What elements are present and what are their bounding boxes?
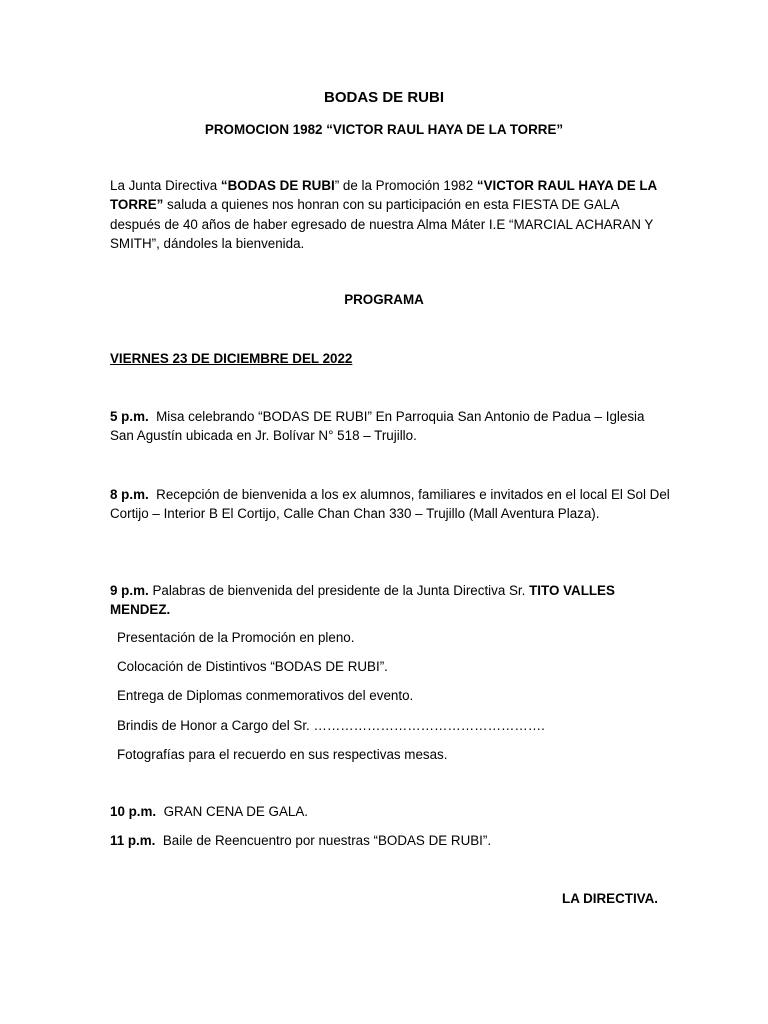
event-text: Recepción de bienvenida a los ex alumnos, familiares e invitados en el local El Sol Del Cortijo – Interior B El Cortijo, Calle Chan Chan 330 – Trujillo (Mall Aventura Plaza). (110, 487, 670, 522)
event-time: 5 p.m. (110, 409, 149, 424)
signature: LA DIRECTIVA. (562, 891, 658, 906)
event-11pm (110, 831, 491, 851)
event-time: 9 p.m. (110, 583, 149, 598)
event-text: GRAN CENA DE GALA. (163, 804, 308, 819)
event-text: Baile de Reencuentro por nuestras “BODAS DE RUBI”. (162, 833, 492, 848)
event-text: Misa celebrando “BODAS DE RUBI” En Parroquia San Antonio de Padua – Iglesia San Agustín ubicada en Jr. Bolívar N° 518 – Trujillo. (110, 409, 645, 444)
event-time: 10 p.m. (110, 804, 157, 819)
list-item: Fotografías para el recuerdo en sus respectivas mesas. (117, 747, 448, 762)
event-10pm (110, 802, 308, 822)
list-item: Colocación de Distintivos “BODAS DE RUBI”. (117, 659, 388, 674)
date-heading: VIERNES 23 DE DICIEMBRE DEL 2022 (110, 351, 353, 366)
event-9pm (110, 581, 670, 620)
event-bold-name: TITO VALLES MENDEZ. (110, 583, 615, 618)
intro-text-2: ” de la Promoción 1982 (334, 178, 477, 193)
intro-bold-2: “VICTOR RAUL HAYA DE LA TORRE” (110, 178, 657, 213)
event-time: 11 p.m. (110, 833, 156, 848)
event-text: Palabras de bienvenida del presidente de la Junta Directiva Sr. (152, 583, 530, 598)
list-item: Entrega de Diplomas conmemorativos del evento. (117, 688, 414, 703)
event-8pm (110, 485, 670, 524)
document-subtitle: PROMOCION 1982 “VICTOR RAUL HAYA DE LA TORRE” (204, 122, 564, 137)
intro-text-3: saluda a quienes nos honran con su participación en esta FIESTA DE GALA después de 40 años de haber egresado de nuestra Alma Máter I.E “MARCIAL ACHARAN Y SMITH”, dándoles la bienvenida. (110, 197, 654, 251)
intro-bold-1: “BODAS DE RUBI (220, 178, 335, 193)
intro-text-1: La Junta Directiva (110, 178, 221, 193)
event-time: 8 p.m. (110, 487, 149, 502)
event-5pm (110, 407, 670, 446)
intro-paragraph (110, 176, 670, 253)
list-item: Brindis de Honor a Cargo del Sr. ……………………………………………. (117, 718, 545, 733)
document-title: BODAS DE RUBI (323, 89, 444, 106)
list-item: Presentación de la Promoción en pleno. (117, 630, 355, 645)
program-heading: PROGRAMA (344, 292, 424, 307)
